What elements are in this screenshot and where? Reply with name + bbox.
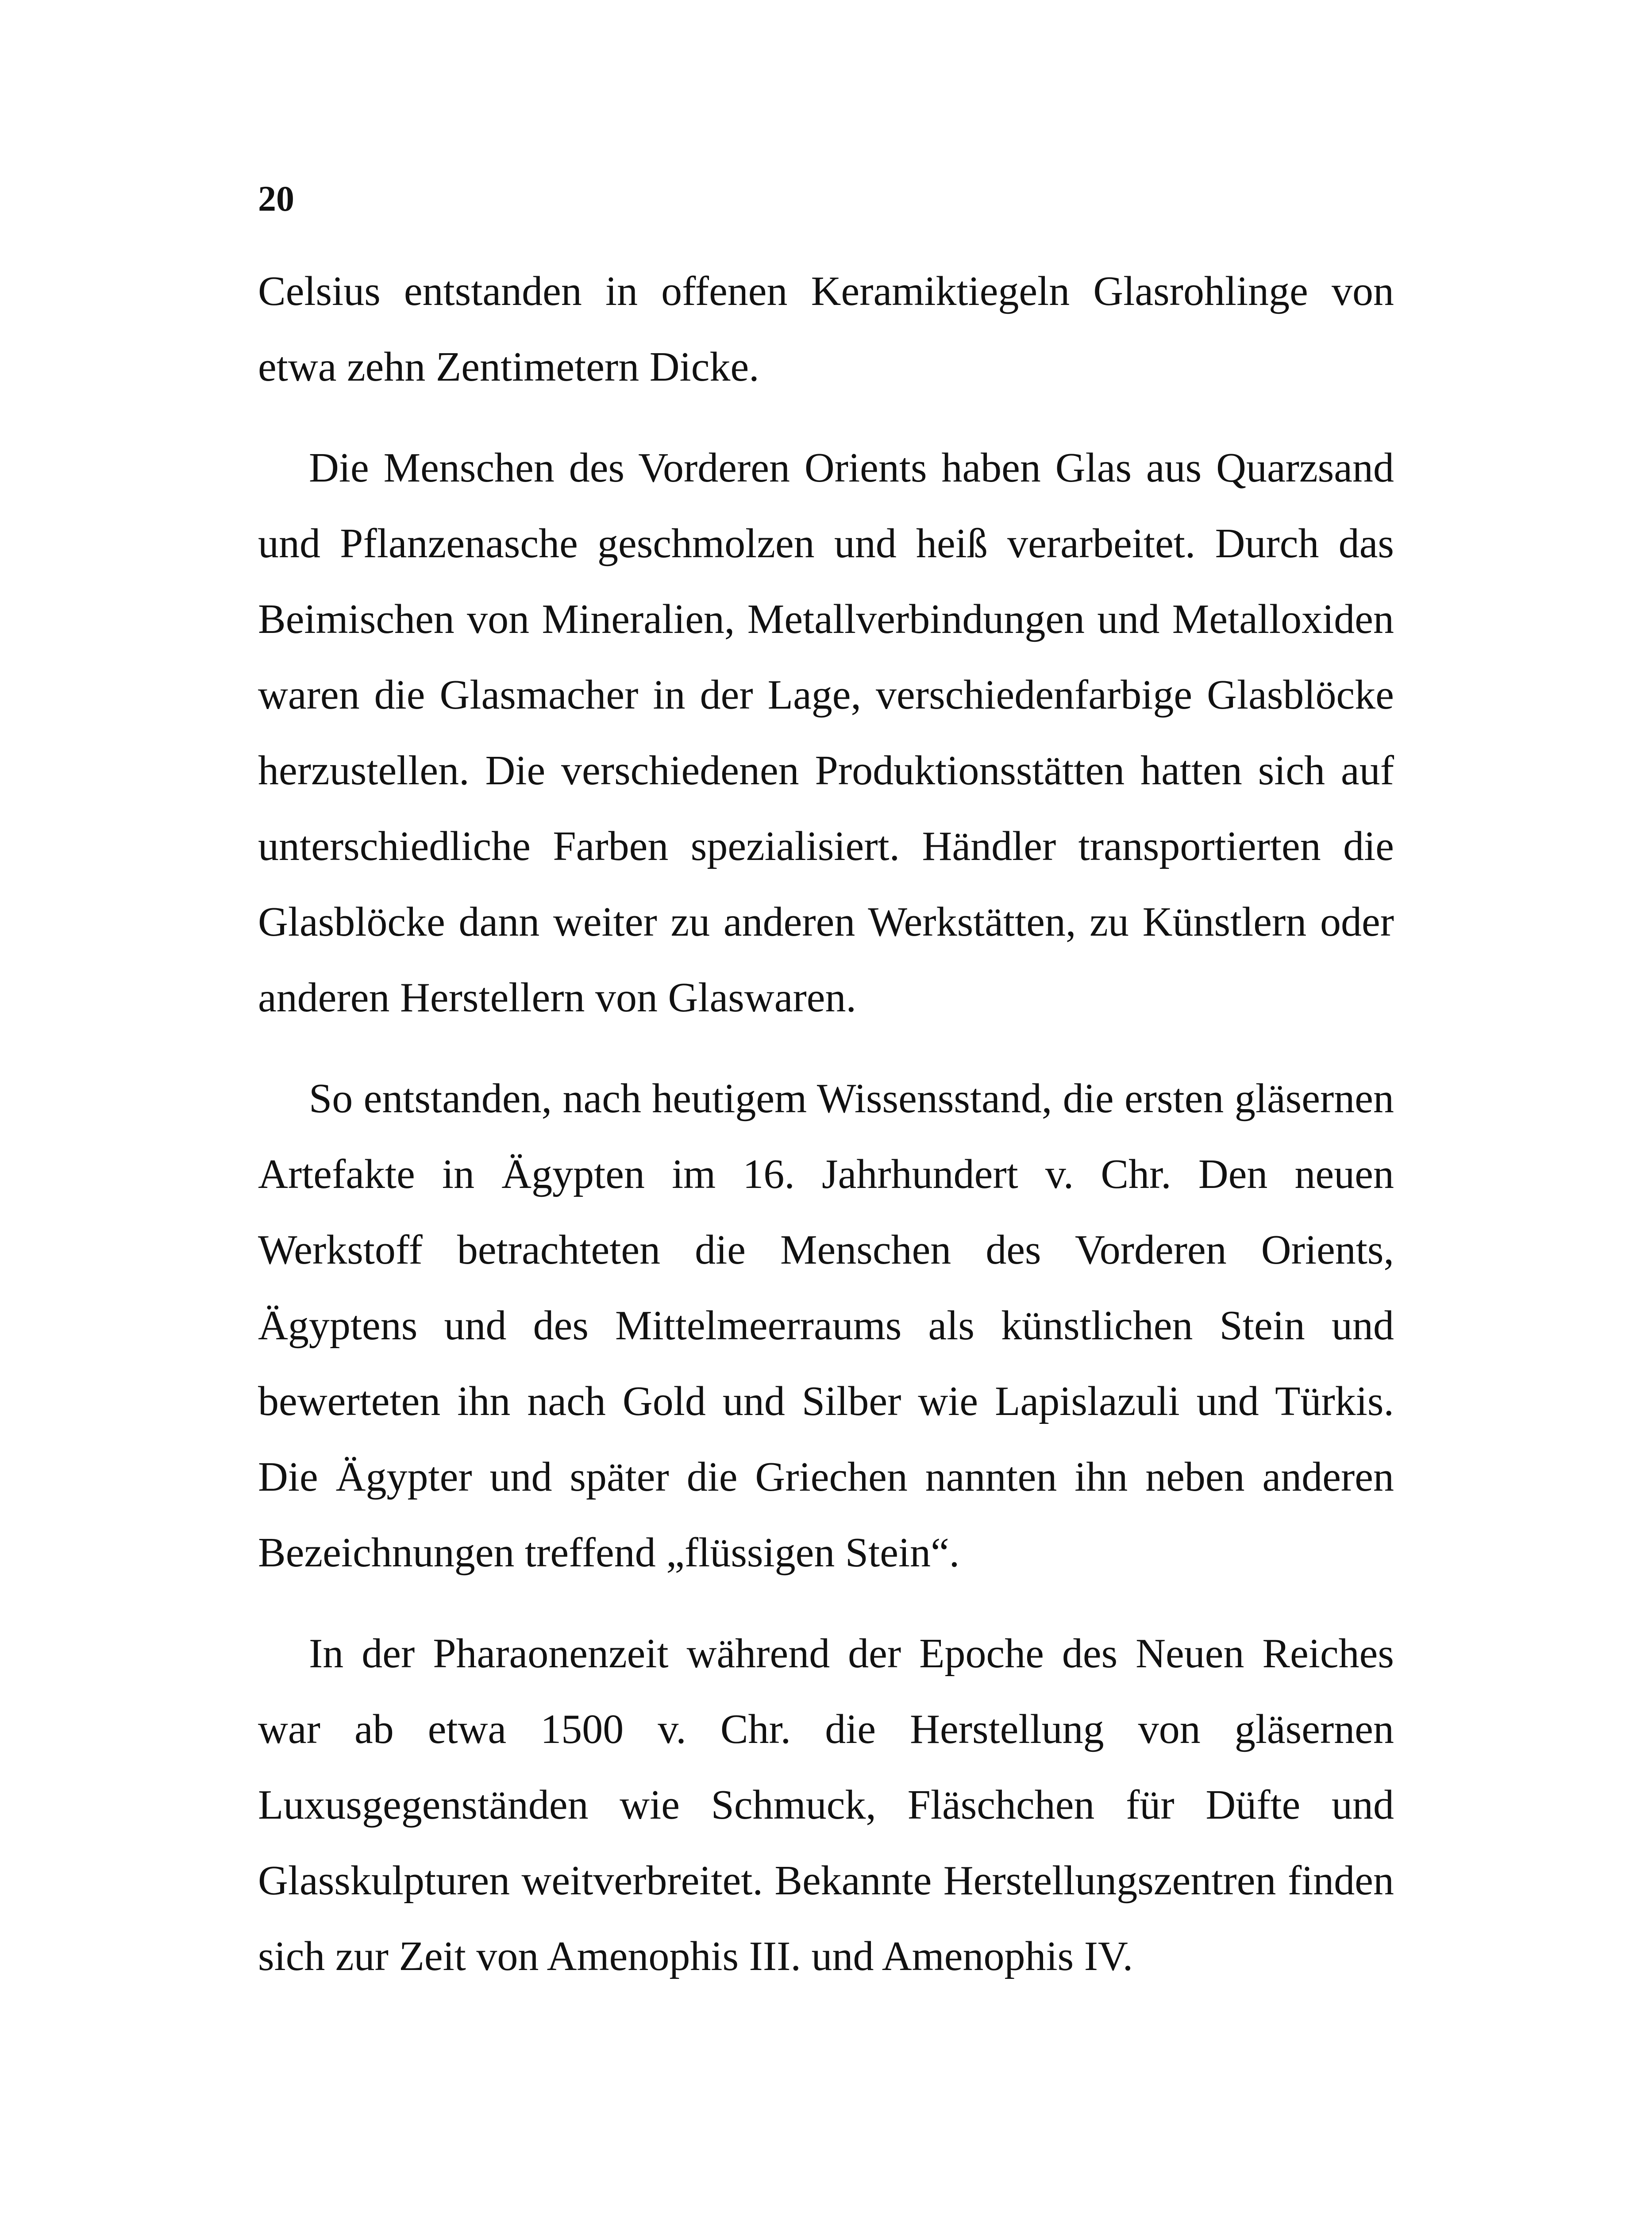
paragraph-1: Celsius entstanden in offenen Keramiktiegeln Glasrohlinge von etwa zehn Zentimetern Dicke.: [258, 268, 1394, 390]
paragraph-3: So entstanden, nach heutigem Wissensstand, die ersten gläsernen Artefakte in Ägypten im 16. Jahrhundert v. Chr. Den neuen Werkstoff betrachteten die Menschen des Vorderen Orients, Ägyptens und des Mittelmeerraums als künstlichen Stein und bewerteten ihn nach Gold und Silber wie Lapislazuli und Türkis. Die Ägypter und später die Griechen nannten ihn neben anderen Bezeichnungen treffend „flüssigen Stein“.: [258, 1076, 1394, 1576]
body-text: [258, 254, 1394, 2020]
paragraph-2: Die Menschen des Vorderen Orients haben Glas aus Quarzsand und Pflanzenasche geschmolzen und heiß verarbeitet. Durch das Beimischen von Mineralien, Metallverbindungen und Metalloxiden waren die Glasmacher in der Lage, verschiedenfarbige Glasblöcke herzustellen. Die verschiedenen Produktionsstätten hatten sich auf unterschiedliche Farben spezialisiert. Händler transportierten die Glasblöcke dann weiter zu anderen Werkstätten, zu Künstlern oder anderen Herstellern von Glaswaren.: [258, 445, 1394, 1021]
paragraph-4: In der Pharaonenzeit während der Epoche des Neuen Reiches war ab etwa 1500 v. Chr. die Herstellung von gläsernen Luxusgegenständen wie Schmuck, Fläschchen für Düfte und Glasskulpturen weitverbreitet. Bekannte Herstellungszentren finden sich zur Zeit von Amenophis III. und Amenophis IV.: [258, 1631, 1394, 1979]
page-number: 20: [258, 178, 294, 219]
